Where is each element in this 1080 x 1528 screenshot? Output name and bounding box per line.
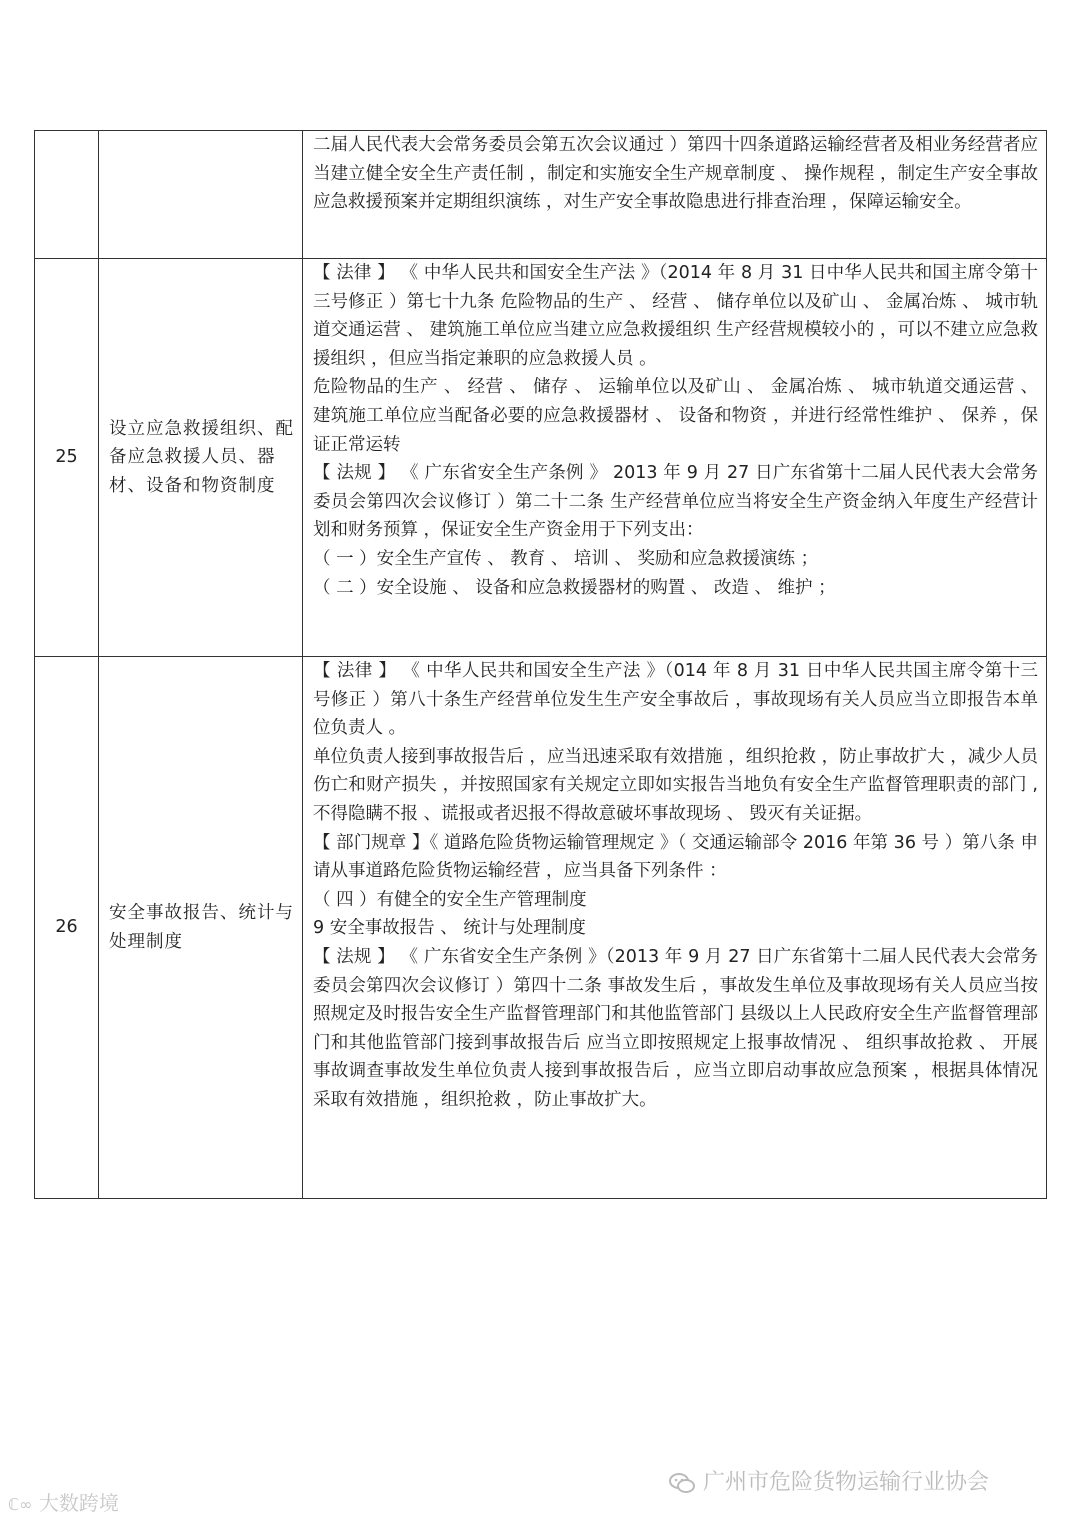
content-paragraph: 【 法律 】 《 中华人民共和国安全生产法 》（2014 年 8 月 31 日中华人民共和国主席令第十三号修正 ）第七十九条 危险物品的生产 、 经营 、 储存单位以及矿山 、 金属冶炼 、 城市轨道交通运营 、 建筑施工单位应当建立应急救援组织 生产经营规模较小的 ，可以不建立应急救援组织 ，但应当指定兼职的应急救援人员 。 [313, 263, 1038, 369]
table-row [35, 259, 1047, 657]
row-title: 设立应急救援组织、配备应急救援人员、器材、设备和物资制度 [109, 418, 294, 496]
content-paragraph: 【 法规 】 《 广东省安全生产条例 》（2013 年 9 月 27 日广东省第十二届人民代表大会常务委员会第四次会议修订 ）第四十二条 事故发生后 ，事故发生单位及事故现场有关人员应当按照规定及时报告安全生产监督管理部门和其他监管部门 县级以上人民政府安全生产监督管理部门和其他监管部门接到事故报告后 应当立即按照规定上报事故情况 、 组织事故抢救 、 开展事故调查事故发生单位负责人接到事故报告后 ，应当立即启动事故应急预案 ，根据具体情况采取有效措施 ，组织抢救 ，防止事故扩大。 [313, 946, 1038, 1110]
regulations-table [34, 130, 1047, 1199]
content-paragraph: 【 部门规章 】《 道路危险货物运输管理规定 》（ 交通运输部令 2016 年第 36 号 ）第八条 申请从事道路危险货物运输经营 ，应当具备下列条件 ： [313, 832, 1038, 882]
table-row [35, 131, 1047, 259]
table-row [35, 657, 1047, 1199]
watermark-right-text: 广州市危险货物运输行业协会 [703, 1470, 990, 1495]
watermark-left-text: 大数跨境 [38, 1491, 119, 1515]
content-paragraph: 【 法规 】 《 广东省安全生产条例 》 2013 年 9 月 27 日广东省第十二届人民代表大会常务委员会第四次会议修订 ）第二十二条 生产经营单位应当将安全生产资金纳入年度生产经营计划和财务预算 ，保证安全生产资金用于下列支出： [313, 463, 1038, 541]
content-paragraph: 单位负责人接到事故报告后 ，应当迅速采取有效措施 ，组织抢救 ，防止事故扩大 ，减少人员伤亡和财产损失 ，并按照国家有关规定立即如实报告当地负有安全生产监督管理职责的部门 ,不得隐瞒不报 、谎报或者迟报不得故意破坏事故现场 、 毁灭有关证据。 [313, 746, 1038, 824]
row-title: 安全事故报告、统计与处理制度 [109, 902, 294, 952]
row-number: 25 [35, 259, 99, 657]
content-paragraph: （ 四 ）有健全的安全生产管理制度 [313, 889, 587, 910]
content-paragraph: （ 二 ）安全设施 、 设备和应急救援器材的购置 、 改造 、 维护 ； [313, 577, 836, 598]
content-paragraph: 二届人民代表大会常务委员会第五次会议通过 ）第四十四条道路运输经营者及相业务经营者应当建立健全安全生产责任制 ，制定和实施安全生产规章制度 、 操作规程 ，制定生产安全事故应急救援预案并定期组织演练 ，对生产安全事故隐患进行排查治理 ，保障运输安全。 [313, 135, 1038, 213]
brand-logo-icon: ℂ∞ [8, 1495, 33, 1514]
content-paragraph: （ 一 ）安全生产宣传 、 教育 、 培训 、 奖励和应急救援演练 ； [313, 548, 819, 569]
content-paragraph: 【 法律 】 《 中华人民共和国安全生产法 》（014 年 8 月 31 日中华人民共国主席令第十三号修正 ）第八十条生产经营单位发生生产安全事故后 ，事故现场有关人员应当立即报告本单位负责人 。 [313, 661, 1038, 739]
watermark-right [668, 1465, 989, 1505]
wechat-icon [668, 1472, 696, 1494]
row-content [303, 131, 1046, 217]
row-content [303, 657, 1046, 1115]
row-number: 26 [35, 657, 99, 1199]
content-paragraph: 9 安全事故报告 、 统计与处理制度 [313, 918, 586, 939]
row-number [35, 131, 99, 259]
content-paragraph: 危险物品的生产 、 经营 、 储存 、 运输单位以及矿山 、 金属冶炼 、 城市轨道交通运营 、 建筑施工单位应当配备必要的应急救援器材 、 设备和物资 ，并进行经常性维护 、 保养 ，保证正常运转 [313, 377, 1038, 455]
row-content [303, 259, 1046, 602]
watermark-left [8, 1487, 119, 1527]
